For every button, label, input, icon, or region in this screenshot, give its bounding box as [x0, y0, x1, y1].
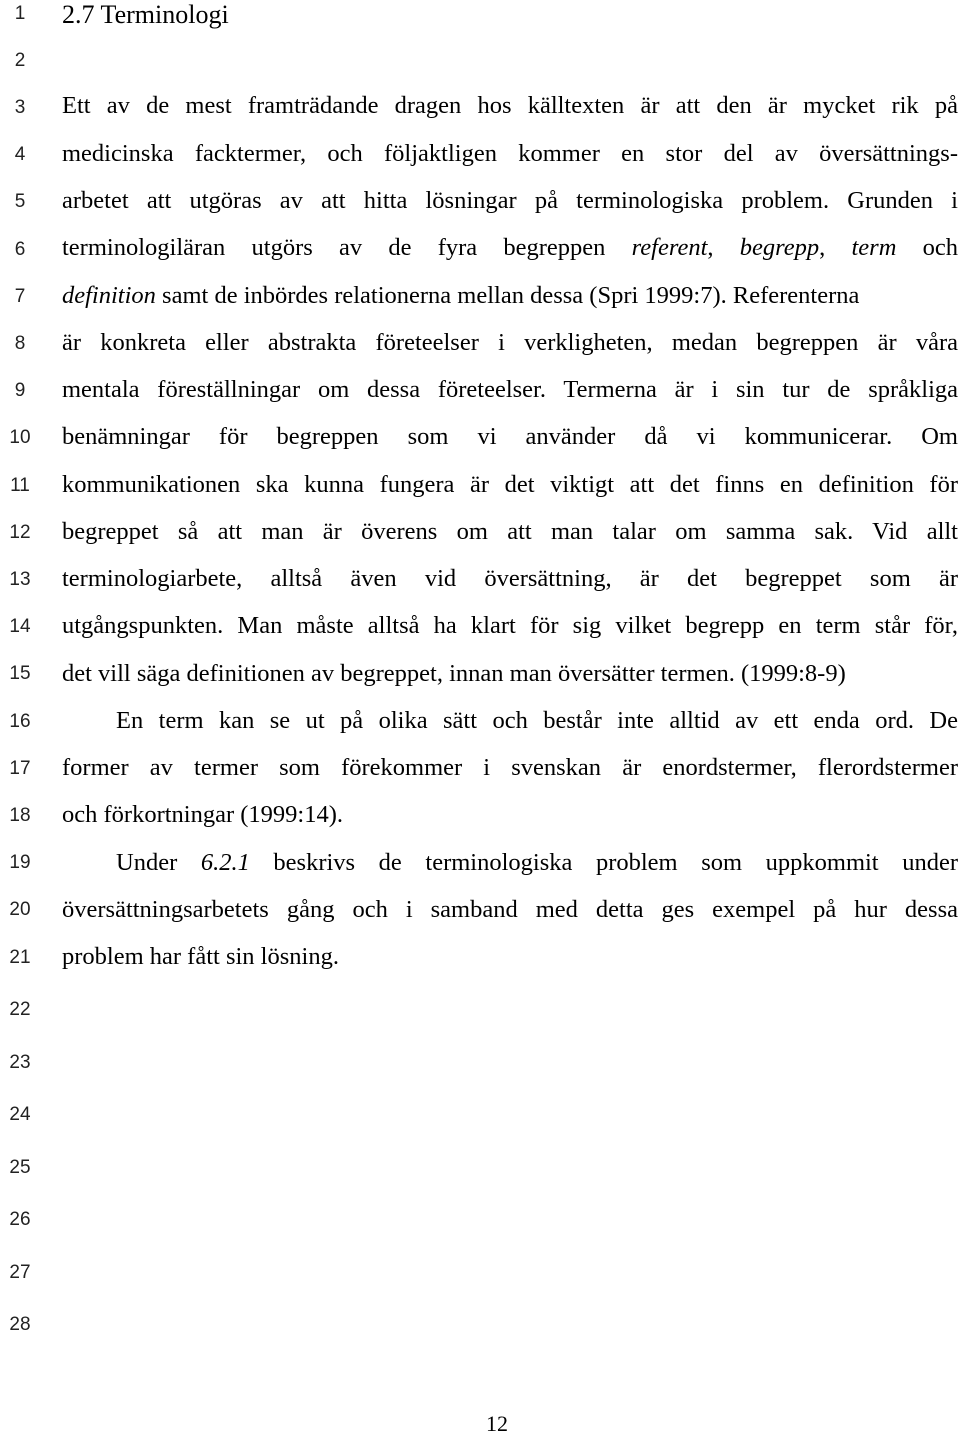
line-number: 5: [14, 191, 26, 212]
text-line: kommunikationen ska kunna fungera är det viktigt att det finns en definition för: [62, 471, 958, 498]
term-begrepp: begrepp: [739, 234, 820, 261]
text-line: arbetet att utgöras av att hitta lösningar på terminologiska problem. Grunden i: [62, 187, 958, 214]
term-definition: definition: [62, 282, 156, 309]
text-segment: beskrivs de terminologiska problem som uppkommit under: [249, 849, 958, 876]
line-number: 18: [9, 805, 31, 826]
text-line: [62, 233, 958, 263]
text-line: Ett av de mest framträdande dragen hos källtexten är att den är mycket rik på: [62, 92, 958, 119]
page-number: 12: [486, 1411, 508, 1436]
line-number: 2: [14, 50, 26, 71]
text-line: En term kan se ut på olika sätt och består inte alltid av ett enda ord. De: [116, 707, 958, 734]
line-number: 26: [9, 1209, 31, 1230]
line-number: 15: [9, 663, 31, 684]
text-line: problem har fått sin lösning.: [62, 943, 339, 970]
text-line: begreppet så att man är överens om att man talar om samma sak. Vid allt: [62, 518, 958, 545]
text-segment: och: [896, 234, 959, 261]
line-number: 6: [14, 239, 26, 260]
text-line: [62, 281, 958, 311]
line-number: 23: [9, 1052, 31, 1073]
line-number: 19: [9, 852, 31, 873]
line-number: 3: [14, 97, 26, 118]
term-referent: referent: [631, 234, 708, 261]
line-number: 25: [9, 1157, 31, 1178]
line-number: 8: [14, 333, 26, 354]
line-number: 7: [14, 286, 26, 307]
text-line: [62, 848, 958, 878]
line-number: 11: [10, 475, 30, 496]
line-number: 24: [9, 1104, 31, 1125]
text-segment: samt de inbördes relationerna mellan dessa (Spri 1999:7). Referenterna: [155, 282, 860, 309]
text-line: översättningsarbetets gång och i samband med detta ges exempel på hur dessa: [62, 896, 958, 923]
line-number: 16: [9, 711, 31, 732]
text-line: former av termer som förekommer i svenskan är enordstermer, flerordstermer: [62, 754, 958, 781]
line-number: 10: [9, 427, 31, 448]
text-line: medicinska facktermer, och följaktligen kommer en stor del av översättnings-: [62, 140, 958, 167]
text-line: är konkreta eller abstrakta företeelser i verkligheten, medan begreppen är våra: [62, 329, 958, 356]
text-line: benämningar för begreppen som vi använder då vi kommunicerar. Om: [62, 423, 958, 450]
text-line: och förkortningar (1999:14).: [62, 801, 343, 828]
line-number: 21: [9, 947, 31, 968]
text-segment: Under: [116, 849, 201, 876]
line-number: 13: [9, 569, 31, 590]
text-line: terminologiarbete, alltså även vid översättning, är det begreppet som är: [62, 565, 958, 592]
line-number: 1: [14, 3, 26, 24]
line-number: 12: [9, 522, 31, 543]
text-line: utgångspunkten. Man måste alltså ha klart för sig vilket begrepp en term står för,: [62, 612, 958, 639]
line-number: 4: [14, 144, 26, 165]
line-number: 28: [9, 1314, 31, 1335]
line-number: 20: [9, 899, 31, 920]
text-segment: ,: [819, 234, 852, 261]
line-number: 22: [9, 999, 31, 1020]
section-reference: 6.2.1: [200, 849, 250, 876]
section-heading: 2.7 Terminologi: [62, 0, 229, 29]
text-segment: ,: [707, 234, 740, 261]
line-number: 9: [14, 380, 26, 401]
text-line: mentala föreställningar om dessa företeelser. Termerna är i sin tur de språkliga: [62, 376, 958, 403]
line-number: 17: [9, 758, 31, 779]
text-line: det vill säga definitionen av begreppet, innan man översätter termen. (1999:8-9): [62, 660, 846, 687]
line-number: 27: [9, 1262, 31, 1283]
text-segment: terminologiläran utgörs av de fyra begreppen: [62, 234, 632, 261]
term-term: term: [851, 234, 897, 261]
line-number: 14: [9, 616, 31, 637]
